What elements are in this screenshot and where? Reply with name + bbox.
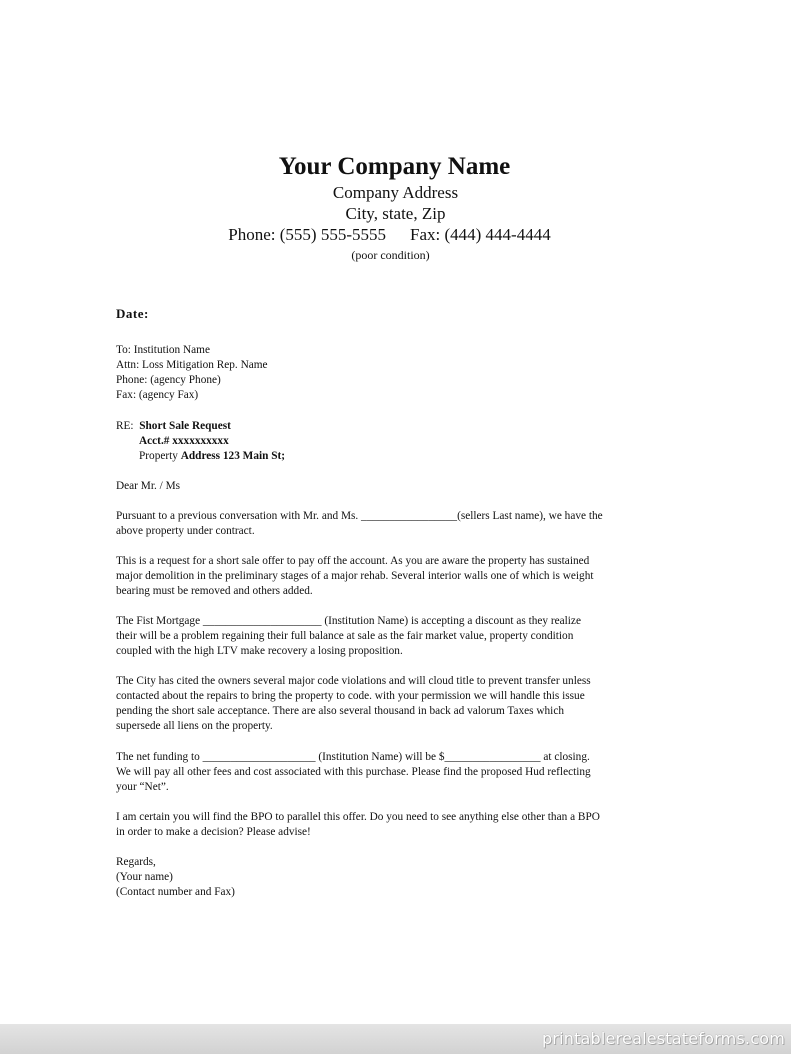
paragraph-line: bearing must be removed and others added.	[116, 585, 313, 597]
company-city-state-zip: City, state, Zip	[345, 204, 446, 223]
closing-contact: (Contact number and Fax)	[116, 886, 235, 898]
date-label: Date:	[116, 306, 149, 321]
watermark-text: printablerealestateforms.com	[541, 1029, 785, 1048]
closing-block	[116, 855, 686, 900]
paragraph-line: The net funding to ____________________ (Institution Name) will be $_________________ at closing.	[116, 751, 590, 763]
re-acct-line	[116, 434, 686, 449]
recipient-block	[116, 343, 686, 403]
paragraph-line: The Fist Mortgage _____________________ (Institution Name) is accepting a discount as they realize	[116, 615, 581, 627]
re-acct: Acct.# xxxxxxxxxx	[139, 435, 229, 447]
paragraph-line: your “Net”.	[116, 781, 169, 793]
recipient-to: To: Institution Name	[116, 344, 210, 356]
paragraph-3	[116, 614, 686, 659]
paragraph-line: in order to make a decision? Please advise!	[116, 826, 311, 838]
paragraph-line: contacted about the repairs to bring the property to code. with your permission we will handle this issue	[116, 690, 585, 702]
paragraph-line: major demolition in the preliminary stages of a major rehab. Several interior walls one of which is weight	[116, 570, 594, 582]
paragraph-line: The City has cited the owners several major code violations and will cloud title to prevent transfer unless	[116, 675, 591, 687]
condition-note: (poor condition)	[351, 248, 430, 262]
re-subject-line	[116, 419, 686, 434]
paragraph-5	[116, 750, 686, 795]
re-property-prefix: Property	[139, 450, 181, 462]
letterhead	[0, 152, 791, 264]
closing-name: (Your name)	[116, 871, 173, 883]
paragraph-line: above property under contract.	[116, 525, 255, 537]
company-phone: Phone: (555) 555-5555	[228, 225, 386, 244]
salutation	[116, 479, 686, 494]
company-name: Your Company Name	[278, 153, 511, 180]
company-fax: Fax: (444) 444-4444	[410, 225, 551, 244]
paragraph-line: We will pay all other fees and cost associated with this purchase. Please find the proposed Hud reflecting	[116, 766, 591, 778]
paragraph-2	[116, 554, 686, 599]
paragraph-6	[116, 810, 686, 840]
paragraph-1	[116, 509, 686, 539]
paragraph-line: pending the short sale acceptance. There are also several thousand in back ad valorum Taxes which	[116, 705, 564, 717]
footer-bar	[0, 1024, 791, 1054]
paragraph-line: supersede all liens on the property.	[116, 720, 273, 732]
recipient-fax: Fax: (agency Fax)	[116, 389, 199, 401]
re-prefix: RE:	[116, 420, 134, 432]
paragraph-line: This is a request for a short sale offer to pay off the account. As you are aware the property has sustained	[116, 555, 590, 567]
company-address: Company Address	[332, 183, 459, 202]
re-property-line	[116, 449, 686, 464]
paragraph-line: their will be a problem regaining their full balance at sale as the fair market value, property condition	[116, 630, 574, 642]
paragraph-line: I am certain you will find the BPO to parallel this offer. Do you need to see anything else other than a BPO	[116, 811, 600, 823]
closing-regards: Regards,	[116, 856, 156, 868]
re-subject: Short Sale Request	[139, 420, 231, 432]
re-property-address: Address 123 Main St;	[180, 450, 286, 462]
re-block	[116, 419, 686, 464]
recipient-attn: Attn: Loss Mitigation Rep. Name	[116, 359, 268, 371]
paragraph-line: coupled with the high LTV make recovery a losing proposition.	[116, 645, 403, 657]
salutation-text: Dear Mr. / Ms	[116, 480, 181, 492]
company-contact-line	[0, 224, 791, 246]
recipient-phone: Phone: (agency Phone)	[116, 374, 221, 386]
paragraph-line: Pursuant to a previous conversation with Mr. and Ms. _________________(sellers Last name), we have the	[116, 510, 603, 522]
paragraph-4	[116, 674, 686, 734]
